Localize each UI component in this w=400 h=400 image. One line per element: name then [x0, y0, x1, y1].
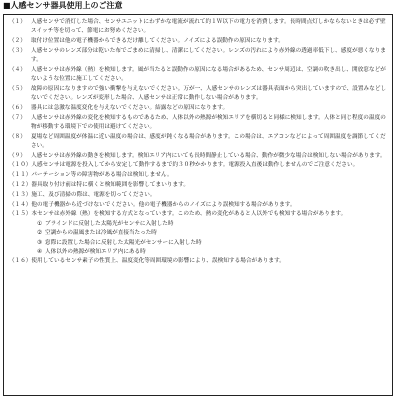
sub-list-item [9, 229, 387, 238]
item-number: （２） [9, 38, 26, 44]
item-text: 施工、及び清掃の際は、電源を切ってください。 [31, 191, 156, 198]
sub-list-item [9, 239, 387, 248]
item-number: （１４） [9, 201, 32, 208]
list-item [9, 257, 387, 266]
sub-item-text: ブラインドに反射した太陽光がセンサに入射した時 [45, 221, 174, 228]
sub-item-marker: ② [37, 230, 43, 237]
item-number: （１１） [9, 172, 32, 179]
item-number: （１０） [9, 162, 32, 169]
item-number: （１５） [9, 211, 32, 218]
list-item [9, 37, 387, 46]
item-number: （６） [9, 104, 26, 111]
list-item [9, 66, 387, 84]
sub-item-text: 人体以外の熱源が検知エリア内にある時 [45, 248, 146, 255]
list-item [9, 201, 387, 210]
sub-item-marker: ④ [37, 248, 43, 255]
sub-item-text: 空調からの温風または冷風が直接当たった時 [45, 230, 157, 237]
item-text: 器具には急激な温度変化を与えないでください。結露などの原因になります。 [31, 104, 229, 111]
item-text: 人感センサは赤外線の動きを検知します。検知エリア内にいても長時間静止している場合、動作が微少な場合は検知しない場合があります。 [31, 152, 386, 159]
item-text: 使用しているセンサ素子の性質上、温度変化等周囲環境の影響により、誤検知する場合があります。 [31, 257, 285, 264]
sub-item-marker: ① [37, 221, 43, 228]
sub-item-marker: ③ [37, 239, 43, 246]
list-item [9, 181, 387, 190]
item-number: （１２） [9, 181, 32, 188]
item-number: （５） [9, 85, 26, 92]
notice-box [3, 14, 393, 396]
list-item [9, 171, 387, 180]
item-text: 夏場など周囲温度が体温に近い温度の場合は、感度が鈍くなる場合があります。この場合は、エアコンなどによって周囲温度を調節してください。 [31, 133, 386, 149]
item-text: 取付け位置は他の電子機器からできるだけ離してください。ノイズによる誤動作の原因になります。 [31, 38, 284, 44]
item-number: （８） [9, 133, 26, 140]
list-item [9, 191, 387, 200]
item-number: （４） [9, 66, 26, 73]
list-item [9, 85, 387, 103]
item-number: （３） [9, 47, 26, 54]
item-number: （１６） [9, 257, 32, 264]
list-item [9, 210, 387, 219]
list-item [9, 18, 387, 36]
item-text: 他の電子機器から近づけないでください。他の電子機器からのノイズにより誤検知する場合があります。 [31, 201, 296, 208]
list-item [9, 104, 387, 113]
list-item [9, 47, 387, 65]
item-text: 本センサは赤外線（熱）を検知する方式となっています。このため、熱の変化があると人以外でも検知する場合があります。 [31, 211, 347, 218]
item-text: 人感センサは赤外線（熱）を検知します。風が当たると誤動作の原因になる場合があるため、センサ周辺は、空調の吹き出し、開放窓などがないような位置に施工してください。 [31, 66, 386, 82]
list-item [9, 133, 387, 151]
item-text: 人感センサは電源を投入してから安定して動作するまで約３０秒かかります。電源投入直後は動作しませんのでご注意ください。 [31, 162, 359, 169]
page-title: ■人感センサ器具使用上のご注意 [3, 1, 123, 10]
item-text: 人感センサで消灯した場合、センサユニットにわずかな電流が流れて約１Ｗ以下の電力を消費します。長時間点灯しかならないときは必ず壁スイッチ等を切って、節電にお努めください。 [31, 19, 386, 35]
item-number: （１） [9, 19, 26, 25]
item-text: パーテーション等の障害物がある場合は検知しません。 [31, 172, 173, 179]
item-number: （９） [9, 152, 26, 159]
sub-list-item [9, 220, 387, 229]
item-text: 故障の原因になりますので強い衝撃を与えないでください。万が一、人感センサのレンズは器具表面から突出していますので、設置みなどしないでください。レンズが変形した場合、人感センサは正常に動作しない場合があります。 [31, 85, 387, 101]
item-number: （１３） [9, 191, 32, 198]
item-number: （７） [9, 114, 26, 121]
sub-list-item [9, 248, 387, 257]
list-item [9, 152, 387, 161]
notice-list [9, 18, 387, 220]
list-item [9, 114, 387, 132]
item-text: 人感センサは赤外線の変化を検知するものであるため、人体以外の熱源が検知エリアを横切ると同様に検知します。人体と同じ程度の温度の物が移動する環境下での使用は避けてください。 [31, 114, 386, 130]
item-text: 人感センサのレンズ部分は乾いた布でごまめに清掃し、清潔にしてください。レンズの汚れにより赤外線の透過率低下し、感度が悪くなります。 [31, 47, 386, 63]
sub-item-text: 窓際に設置した場合に反射した太陽光がセンサーに入射した時 [45, 239, 202, 246]
list-item [9, 161, 387, 170]
item-text: 器具取り付け前は特に横くと検知範囲を影響してまいります。 [31, 181, 189, 188]
